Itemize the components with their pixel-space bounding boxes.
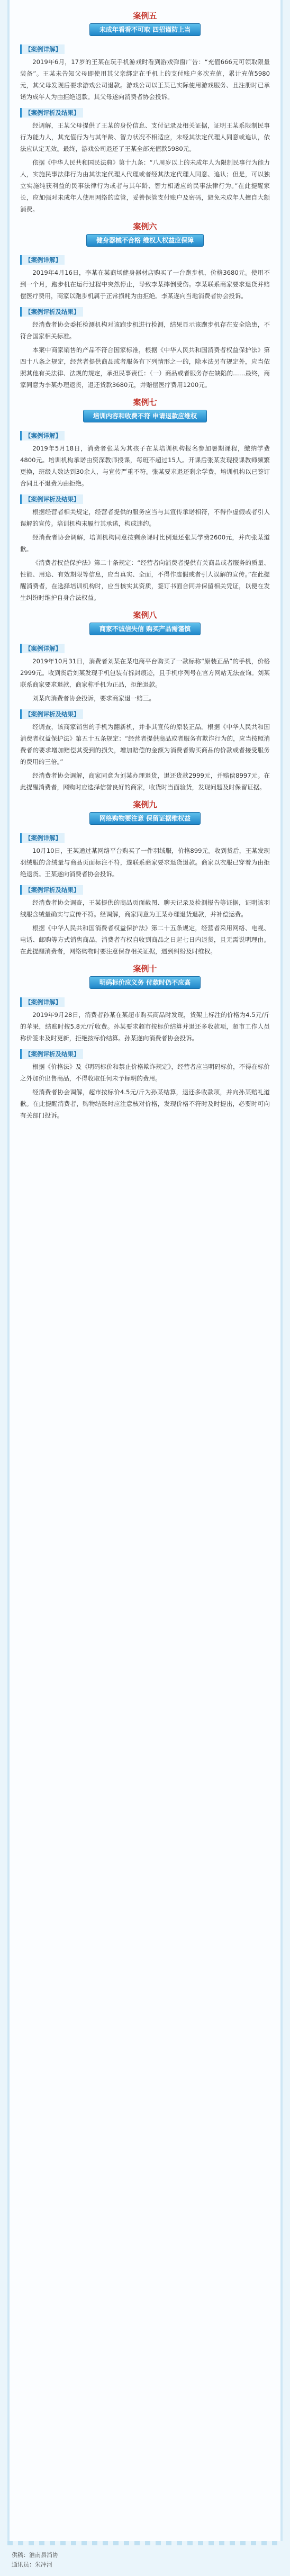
case-detail-label: 【案例详解】 [20,44,65,54]
case-section [20,221,270,391]
case-number: 案例九 [133,800,157,809]
case-section [20,11,270,215]
case-analysis-label: 【案例评析及结果】 [20,709,83,719]
case-detail-label: 【案例详解】 [20,997,65,1007]
case-number: 案例七 [133,398,157,407]
bottom-decoration [7,2541,283,2545]
case-analysis-paragraph: 经消费者协会委托检测机构对该跑步机进行检测，结果显示该跑步机存在安全隐患，不符合国家相关标准。 [20,321,270,340]
case-title-wrap [20,976,270,989]
case-section [20,397,270,604]
case-title-wrap [20,812,270,825]
case-section [20,799,270,957]
case-analysis-paragraph: 根据经营者相关规定，经营者提供的服务应当与其宣传承诺相符，不得作虚假或者引人误解的宣传。培训机构未履行其承诺，构成违约。 [20,508,270,527]
case-number: 案例五 [133,11,157,21]
case-detail-paragraph: 2019年4月16日，李某在某商场健身器材店购买了一台跑步机，价格3680元。使用不到一个月，跑步机在运行过程中突然停止，导致李某摔倒受伤。李某联系商家要求退货并赔偿医疗费用，商家以跑步机属于正常损耗为由拒绝。李某遂向当地消费者协会投诉。 [20,269,270,300]
footer [0,2545,290,2576]
case-analysis-label: 【案例评析及结果】 [20,307,83,317]
case-title-wrap [20,234,270,247]
case-detail-paragraph: 2019年10月31日，消费者刘某在某电商平台购买了一款标称“原装正品”的手机，价格2999元。收到货后刘某发现手机包装有拆封痕迹，且手机序列号在官方网站无法查询。刘某联系商家要求退款，商家称手机为正品，拒绝退款。 [20,657,270,688]
case-analysis-paragraph: 经消费者协会调查，王某提供的商品页面截图、聊天记录及检测报告等证据，证明该羽绒服含绒量确实与宣传不符。经调解，商家同意为王某办理退货退款，并补偿运费。 [20,899,270,918]
case-analysis-paragraph: 经消费者协会调解，培训机构同意按剩余课时比例退还张某学费2600元，并向张某道歉。 [20,534,270,553]
case-number: 案例六 [133,222,157,231]
case-detail-paragraph: 10月10日，王某通过某网络平台购买了一件羽绒服，价格899元。收到货后，王某发现羽绒服的含绒量与商品页面标注不符，遂联系商家要求退货退款。商家以衣服已穿着为由拒绝退货。王某遂向消费者协会投诉。 [20,847,270,878]
footer-source: 供稿：淮南县消协 [12,2552,58,2559]
case-detail-paragraph: 2019年5月18日，消费者张某为其孩子在某培训机构报名参加暑期课程，缴纳学费4800元。培训机构承诺由资深教师授课，每班不超过15人。开课后张某发现授课教师频繁更换，班级人数达到30余人，与宣传严重不符。张某要求退还剩余学费，培训机构以已签订合同且不退费为由拒绝。 [20,445,270,487]
case-analysis-paragraph: 《消费者权益保护法》第二十条规定：“经营者向消费者提供有关商品或者服务的质量、性能、用途、有效期限等信息，应当真实、全面，不得作虚假或者引人误解的宣传。”在此提醒消费者，在选择培训机构时，应当核实其资质，签订书面合同并保留相关凭证，以便在发生纠纷时维护自身合法权益。 [20,559,270,601]
footer-editor: 通讯员：朱冲河 [12,2561,52,2568]
case-title-banner: 明码标价应义务 付款时仍不应高 [89,976,201,989]
case-section [20,963,270,1121]
case-detail-label: 【案例详解】 [20,833,65,843]
case-title-wrap [20,23,270,36]
case-title-banner: 健身器械不合格 维权人权益应保障 [86,234,204,247]
case-analysis-label: 【案例评析及结果】 [20,1049,83,1059]
case-analysis-label: 【案例评析及结果】 [20,108,83,118]
case-title-banner: 网络购物要注意 保留证据维权益 [89,812,201,825]
case-analysis-paragraph: 根据《价格法》及《明码标价和禁止价格欺诈规定》，经营者应当明码标价，不得在标价之外加价出售商品，不得收取任何未予标明的费用。 [20,1063,270,1082]
case-detail-label: 【案例详解】 [20,255,65,265]
case-title-wrap [20,410,270,422]
document-frame [7,0,283,2545]
case-analysis-paragraph: 本案中商家销售的产品不符合国家标准，根据《中华人民共和国消费者权益保护法》第四十八条之规定，经营者提供商品或者服务有下列情形之一的，除本法另有规定外，应当依照其他有关法律、法规的规定，承担民事责任：（一）商品或者服务存在缺陷的……最终，商家同意为李某办理退货，退还货款3680元，并赔偿医疗费用1200元。 [20,346,270,389]
case-title-wrap [20,623,270,635]
case-detail-paragraph: 2019年6月，17岁的王某在玩手机游戏时看到游戏弹窗广告：“充值666元可领取限量装备”。王某未告知父母即使用其父亲绑定在手机上的支付账户多次充值，累计充值5980元，其父母发现后要求游戏公司退款。游戏公司以王某已实际使用游戏服务、且注册时已承诺为成年人为由拒绝退款。其父母遂向消费者协会投诉。 [20,58,270,101]
case-analysis-label: 【案例评析及结果】 [20,494,83,504]
case-detail-label: 【案例详解】 [20,644,65,653]
case-analysis-label: 【案例评析及结果】 [20,885,83,895]
case-analysis-paragraph: 根据《中华人民共和国消费者权益保护法》第二十五条规定，经营者采用网络、电视、电话、邮购等方式销售商品，消费者有权自收到商品之日起七日内退货，且无需说明理由。在此提醒消费者，网络购物时要注意保存相关证据，遇到纠纷及时维权。 [20,924,270,955]
case-analysis-paragraph: 经消费者协会调解，超市按标价4.5元/斤为孙某结算，退还多收款项，并向孙某赔礼道歉。在此提醒消费者，购物结账时应注意核对价格，发现价格不符时及时提出，必要时可向有关部门投诉。 [20,1088,270,1119]
cases-container [10,0,280,1121]
case-title-banner: 培训内容和收费不符 申请退款应维权 [83,410,207,422]
case-analysis-paragraph: 经调解，王某父母提供了王某的身份信息、支付记录及相关证据，证明王某系限制民事行为能力人，其充值行为与其年龄、智力状况不相适应，未经其法定代理人同意或追认，依法应认定无效。最终，游戏公司退还了王某全部充值款5980元。 [20,122,270,152]
case-section [20,610,270,793]
case-analysis-paragraph: 依据《中华人民共和国民法典》第十九条：“八周岁以上的未成年人为限制民事行为能力人，实施民事法律行为由其法定代理人代理或者经其法定代理人同意、追认；但是，可以独立实施纯获利益的民事法律行为或者与其年龄、智力相适应的民事法律行为。”在此提醒家长，应加强对未成年人使用网络的监管，妥善保管支付账户及密码，避免未成年人擅自大额消费。 [20,159,270,213]
case-title-banner: 商家不诚信失信 购买产品需谨慎 [89,623,201,635]
case-detail-label: 【案例详解】 [20,431,65,440]
case-number: 案例八 [133,610,157,620]
case-detail-paragraph: 2019年9月28日，消费者孙某在某超市购买商品时发现，货架上标注的价格为4.5元/斤的苹果，结账时按5.8元/斤收费。孙某要求超市按标价结算并退还多收款项，超市工作人员称价签未及时更新，拒绝按标价结算。孙某遂向消费者协会投诉。 [20,1011,270,1042]
case-analysis-paragraph: 经调查，该商家销售的手机为翻新机，并非其宣传的原装正品。根据《中华人民共和国消费者权益保护法》第五十五条规定：“经营者提供商品或者服务有欺诈行为的，应当按照消费者的要求增加赔偿其受到的损失，增加赔偿的金额为消费者购买商品的价款或者接受服务的费用的三倍。” [20,723,270,765]
case-analysis-paragraph: 经消费者协会调解，商家同意为刘某办理退货，退还货款2999元，并赔偿8997元。在此提醒消费者，网购时应选择信誉良好的商家，收货时当面验货，发现问题及时保留证据。 [20,772,270,791]
case-title-banner: 未成年看看不可取 四招谨防上当 [89,23,201,36]
case-number: 案例十 [133,964,157,974]
case-detail-paragraph: 刘某向消费者协会投诉，要求商家退一赔三。 [32,695,156,702]
